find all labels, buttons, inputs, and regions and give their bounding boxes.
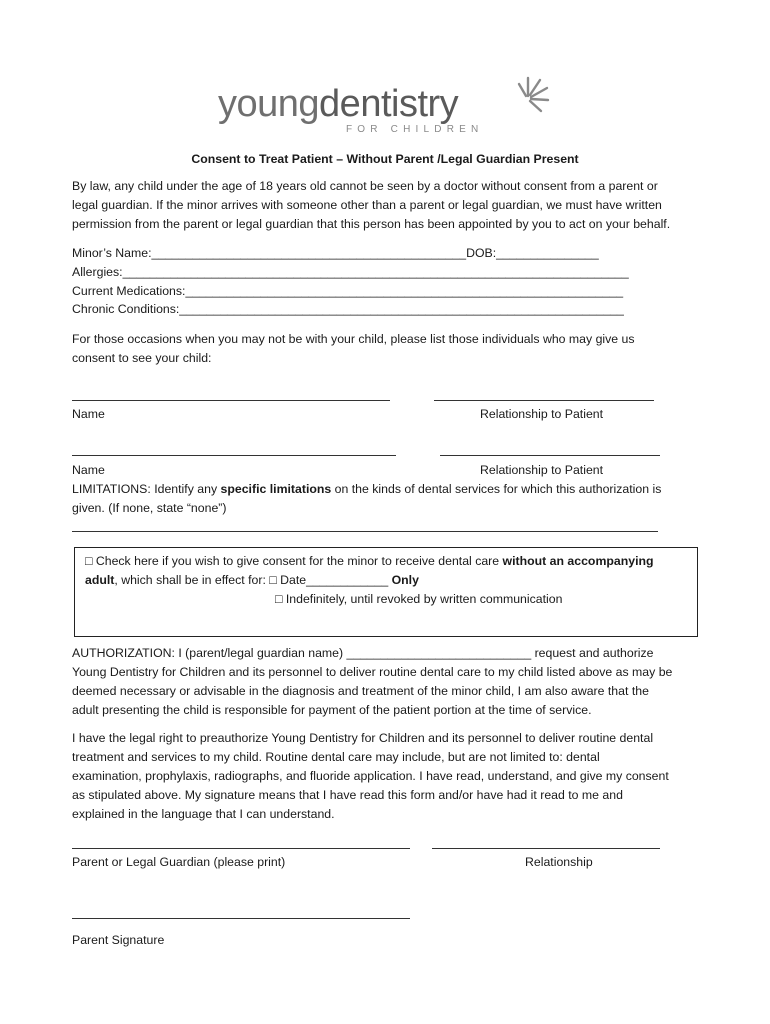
guardian-name-label: Parent or Legal Guardian (please print) — [72, 855, 286, 869]
signatory-relationship-line[interactable] — [434, 400, 654, 401]
minor-name-field[interactable]: Minor’s Name:______________________________________________DOB:_______________ — [72, 246, 599, 260]
allergies-field[interactable]: Allergies:__________________________________________________________________________ — [72, 265, 629, 279]
signature-label: Parent Signature — [72, 933, 165, 947]
intro-paragraph: By law, any child under the age of 18 years old cannot be seen by a doctor without consent from a parent or legal guardian. If the minor arrives with someone other than a parent or legal guardian, we must have written permission from the parent or legal guardian that this person has been appointed by you to act on your behalf. — [72, 179, 671, 231]
signatory-name-label: Name — [72, 407, 105, 421]
young-dentistry-logo — [218, 74, 553, 142]
limitations-input-line[interactable] — [72, 531, 658, 532]
guardian-name-line[interactable] — [72, 848, 410, 849]
consent-indefinite-row[interactable]: □ Indefinitely, until revoked by written communication — [275, 592, 563, 606]
occasions-paragraph: For those occasions when you may not be with your child, please list those individuals who may give us consent to see your child: — [72, 332, 635, 365]
authorization-paragraph: AUTHORIZATION: I (parent/legal guardian name) ___________________________ request and authorize Young Dentistry for Children and its personnel to deliver routine dental care to my child listed above as may be deemed necessary or advisable in the diagnosis and treatment of the minor child, I am also aware that the adult presenting the child is responsible for payment of the patient portion at the time of service. — [72, 646, 673, 717]
logo-tagline: FOR CHILDREN — [346, 124, 484, 135]
consent-checkbox-row[interactable]: □ Check here if you wish to give consent for the minor to receive dental care without an accompanying — [85, 554, 654, 568]
consent-box — [74, 547, 698, 637]
signatory-relationship-label: Relationship to Patient — [480, 463, 604, 477]
conditions-field[interactable]: Chronic Conditions:_________________________________________________________________ — [72, 302, 624, 316]
consent-date-row[interactable]: adult, which shall be in effect for: □ Date____________ Only — [85, 573, 419, 587]
medications-field[interactable]: Current Medications:________________________________________________________________ — [72, 284, 624, 298]
signatory-name-label: Name — [72, 463, 105, 477]
relationship-label: Relationship — [525, 855, 593, 869]
signatory-relationship-line[interactable] — [440, 455, 660, 456]
signatory-name-line[interactable] — [72, 455, 396, 456]
relationship-line[interactable] — [432, 848, 660, 849]
signatory-name-line[interactable] — [72, 400, 390, 401]
starburst-icon — [514, 74, 550, 114]
signatory-relationship-label: Relationship to Patient — [480, 407, 604, 421]
signature-line[interactable] — [72, 918, 410, 919]
limitations-paragraph: LIMITATIONS: Identify any specific limitations on the kinds of dental services for which this authorization is given. (If none, state “none”) — [72, 482, 662, 515]
form-title: Consent to Treat Patient – Without Parent /Legal Guardian Present — [191, 152, 579, 166]
logo-wordmark: youngdentistry — [218, 83, 459, 125]
rights-paragraph: I have the legal right to preauthorize Young Dentistry for Children and its personnel to deliver routine dental treatment and services to my child. Routine dental care may include, but are not limited to: dental examination, prophylaxis, radiographs, and fluoride application. I have read, understand, and give my consent as stipulated above. My signature means that I have read this form and/or have had it read to me and explained in the language that I can understand. — [72, 731, 669, 821]
